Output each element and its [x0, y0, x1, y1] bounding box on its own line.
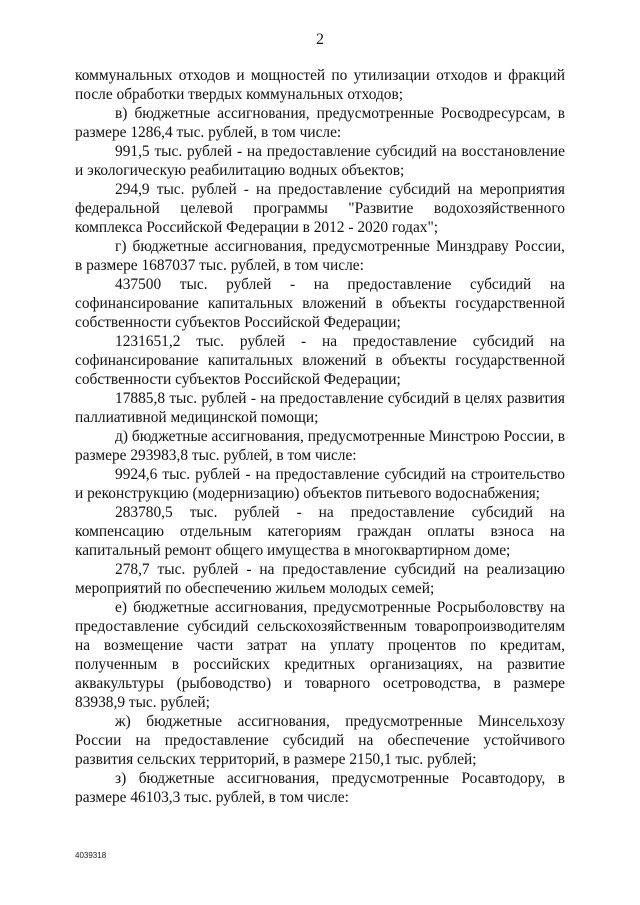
paragraph-subitem: 437500 тыс. рублей - на предоставление субсидий на софинансирование капитальных вложений в объекты государственной собственности субъектов Российской Федерации;	[75, 276, 565, 331]
paragraph-item-e: е) бюджетные ассигнования, предусмотренные Росрыболовству на предоставление субсидий сельскохозяйственным товаропроизводителям на возмещение части затрат на уплату процентов по кредитам, полученным в российских кредитных организациях, на развитие аквакультуры (рыбоводство) и товарного осетроводства, в размере 83938,9 тыс. рублей;	[75, 599, 565, 711]
paragraph-continuation: коммунальных отходов и мощностей по утилизации отходов и фракций после обработки твердых коммунальных отходов;	[75, 67, 565, 103]
document-body	[75, 66, 565, 807]
paragraph-subitem: 9924,6 тыс. рублей - на предоставление субсидий на строительство и реконструкцию (модернизацию) объектов питьевого водоснабжения;	[75, 466, 565, 502]
paragraph-subitem: 278,7 тыс. рублей - на предоставление субсидий на реализацию мероприятий по обеспечению жильем молодых семей;	[75, 561, 565, 597]
page-number: 2	[316, 31, 324, 48]
paragraph-subitem: 991,5 тыс. рублей - на предоставление субсидий на восстановление и экологическую реабилитацию водных объектов;	[75, 143, 565, 179]
paragraph-subitem: 17885,8 тыс. рублей - на предоставление субсидий в целях развития паллиативной медицинской помощи;	[75, 390, 565, 426]
paragraph-item-g: г) бюджетные ассигнования, предусмотренные Минздраву России, в размере 1687037 тыс. рублей, в том числе:	[75, 238, 565, 274]
paragraph-item-d: д) бюджетные ассигнования, предусмотренные Минстрою России, в размере 293983,8 тыс. рублей, в том числе:	[75, 428, 565, 464]
paragraph-subitem: 1231651,2 тыс. рублей - на предоставление субсидий на софинансирование капитальных вложений в объекты государственной собственности субъектов Российской Федерации;	[75, 333, 565, 388]
paragraph-subitem: 294,9 тыс. рублей - на предоставление субсидий на мероприятия федеральной целевой программы "Развитие водохозяйственного комплекса Российской Федерации в 2012 - 2020 годах";	[75, 181, 565, 236]
paragraph-item-z: з) бюджетные ассигнования, предусмотренные Росавтодору, в размере 46103,3 тыс. рублей, в том числе:	[75, 770, 565, 806]
paragraph-item-v: в) бюджетные ассигнования, предусмотренные Росводресурсам, в размере 1286,4 тыс. рублей, в том числе:	[75, 105, 565, 141]
paragraph-subitem: 283780,5 тыс. рублей - на предоставление субсидий на компенсацию отдельным категориям граждан оплаты взноса на капитальный ремонт общего имущества в многоквартирном доме;	[75, 504, 565, 559]
document-code: 4039318	[75, 851, 107, 860]
paragraph-item-zh: ж) бюджетные ассигнования, предусмотренные Минсельхозу России на предоставление субсидий на обеспечение устойчивого развития сельских территорий, в размере 2150,1 тыс. рублей;	[75, 713, 565, 768]
